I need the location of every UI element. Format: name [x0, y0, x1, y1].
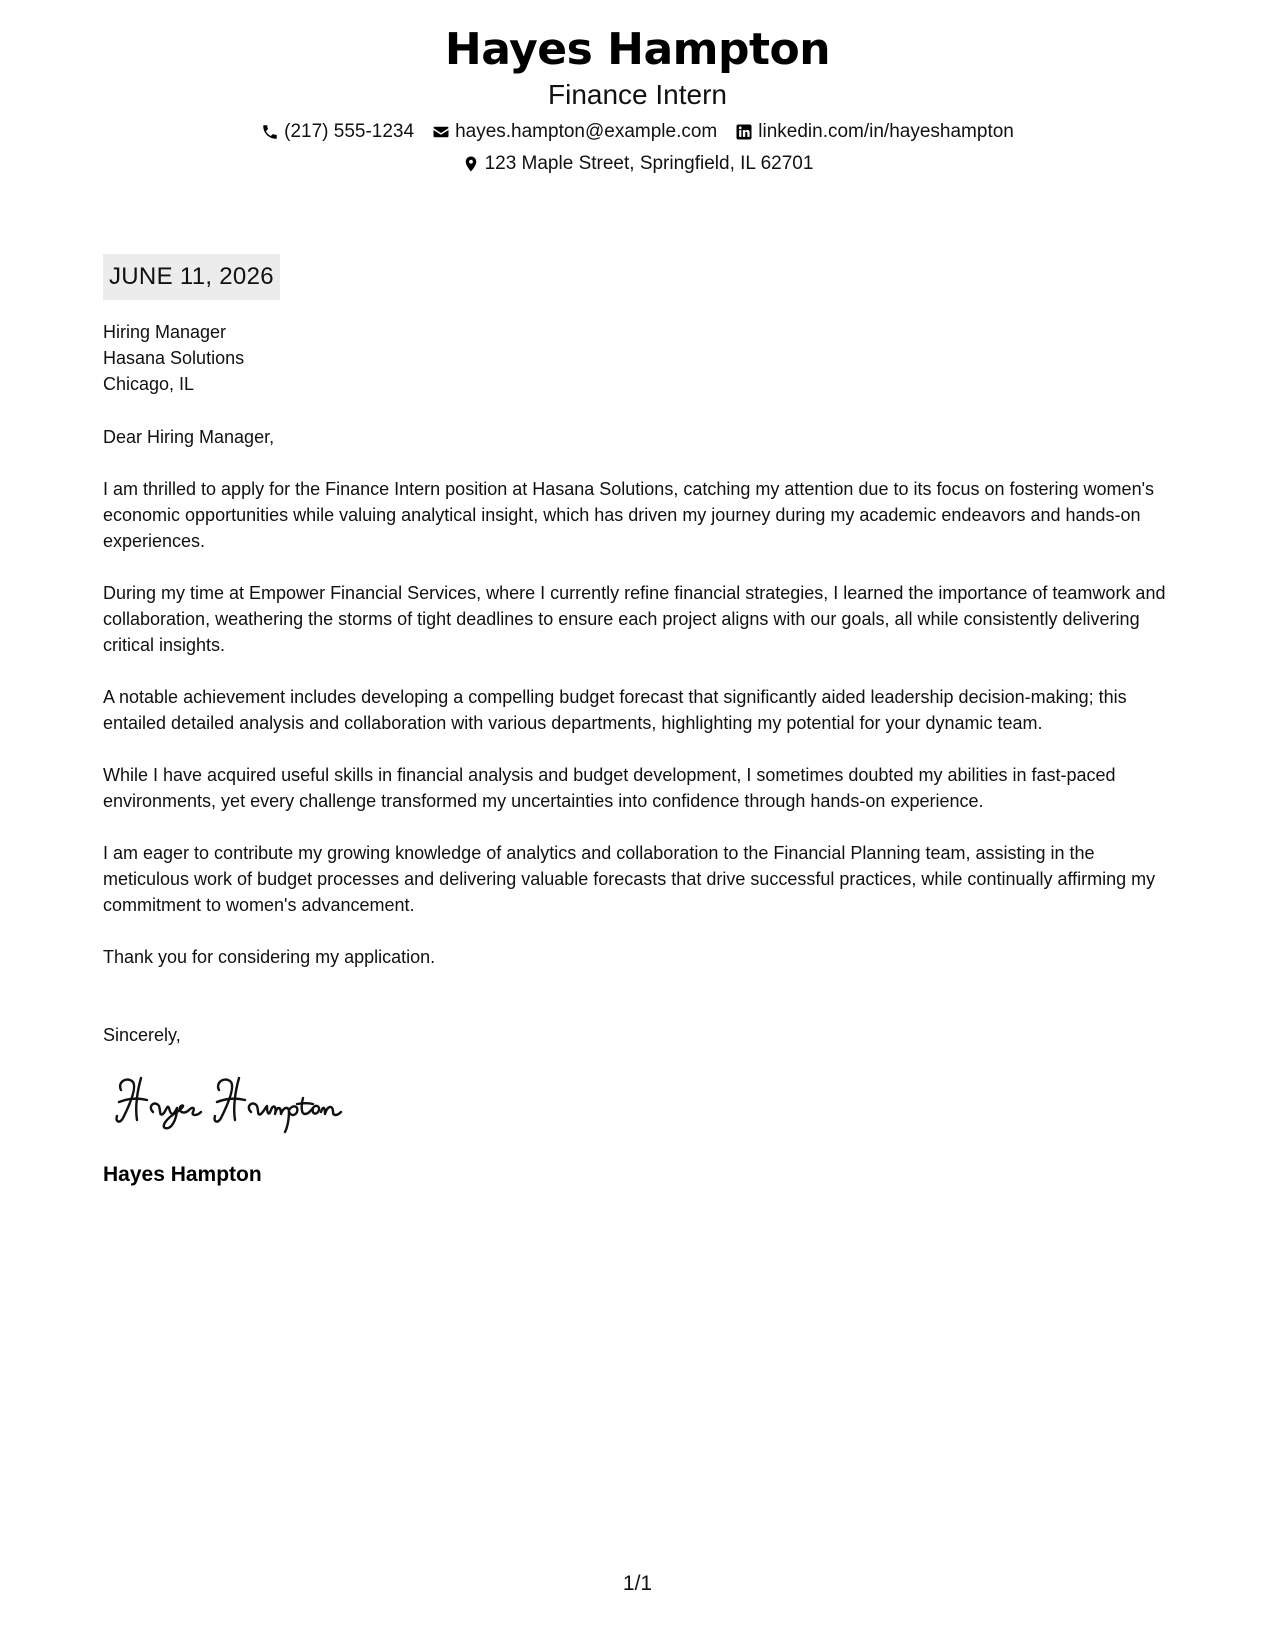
linkedin-link[interactable]: linkedin.com/in/hayeshampton: [758, 121, 1014, 142]
contact-line: [0, 120, 1275, 144]
map-pin-icon: [462, 155, 480, 173]
address-line: [0, 152, 1275, 176]
body-paragraph: While I have acquired useful skills in financial analysis and budget development, I sometimes doubted my abilities in fast-paced environments, yet every challenge transformed my uncertainties into confidence through hands-on experience.: [103, 765, 1116, 811]
page-number: 1/1: [622, 1572, 653, 1595]
body-paragraph: Thank you for considering my application.: [103, 947, 436, 967]
phone-icon: [261, 123, 279, 141]
contact-address: [462, 152, 814, 176]
email-link[interactable]: hayes.hampton@example.com: [455, 121, 718, 142]
signer-name: Hayes Hampton: [103, 1163, 262, 1186]
body-paragraph: A notable achievement includes developing a compelling budget forecast that significantly aided leadership decision-making; this entailed detailed analysis and collaboration with various departments, highlighting my potential for your dynamic team.: [103, 687, 1127, 733]
letter-body: [103, 254, 1173, 1188]
handwritten-signature: [107, 1068, 367, 1138]
phone-text: (217) 555-1234: [284, 121, 415, 142]
contact-linkedin[interactable]: [735, 120, 1014, 144]
recipient-block: [103, 319, 1173, 397]
letter-header: [0, 22, 1275, 176]
body-paragraph: During my time at Empower Financial Services, where I currently refine financial strategies, I learned the importance of teamwork and collaboration, weathering the storms of tight deadlines to ensure each project aligns with our goals, all while consistently delivering critical insights.: [103, 583, 1166, 655]
contact-email[interactable]: [432, 120, 717, 144]
address-text: 123 Maple Street, Springfield, IL 62701: [484, 153, 814, 174]
contact-phone: [261, 120, 414, 144]
applicant-role: Finance Intern: [548, 79, 727, 110]
closing: Sincerely,: [103, 1025, 181, 1045]
body-paragraph: I am thrilled to apply for the Finance Intern position at Hasana Solutions, catching my attention due to its focus on fostering women's economic opportunities while valuing analytical insight, which has driven my journey during my academic endeavors and hands-on experiences.: [103, 479, 1155, 551]
recipient-line: Chicago, IL: [103, 374, 195, 394]
recipient-line: Hasana Solutions: [103, 348, 245, 368]
letter-date: JUNE 11, 2026: [103, 254, 280, 300]
applicant-name: Hayes Hampton: [444, 24, 831, 75]
body-paragraph: I am eager to contribute my growing knowledge of analytics and collaboration to the Financial Planning team, assisting in the meticulous work of budget processes and delivering valuable forecasts that drive successful practices, while continually affirming my commitment to women's advancement.: [103, 843, 1156, 915]
envelope-icon: [432, 123, 450, 141]
linkedin-icon: [735, 123, 753, 141]
recipient-line: Hiring Manager: [103, 322, 227, 342]
salutation: Dear Hiring Manager,: [103, 427, 275, 447]
